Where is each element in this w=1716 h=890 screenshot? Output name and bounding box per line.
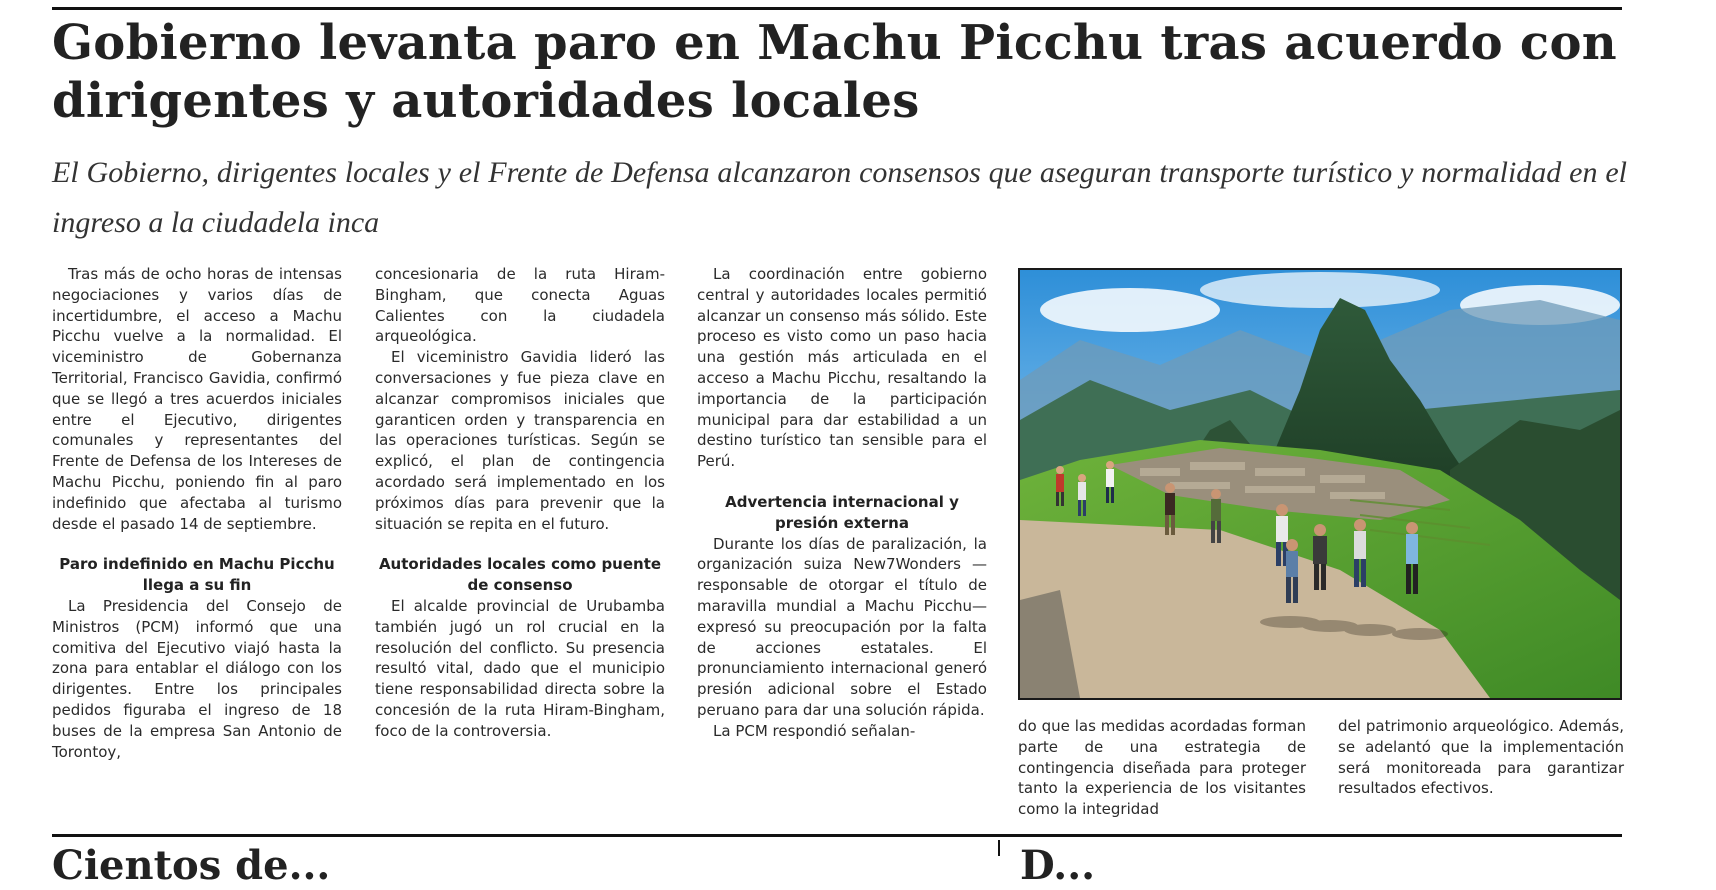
column-5 xyxy=(1338,716,1624,799)
paragraph: del patrimonio arqueológico. Además, se adelantó que la implementación será monitoreada para garantizar resultados efectivos. xyxy=(1338,717,1624,798)
column-3 xyxy=(697,264,987,742)
paragraph: El viceministro Gavidia lideró las conversaciones y fue pieza clave en alcanzar compromisos iniciales que garanticen orden y transparencia en las operaciones turísticas. Según se explicó, el plan de contingencia acordado será implementado en los próximos días para prevenir que la situación se repita en el futuro. xyxy=(375,348,665,533)
next-article-headline-left: Cientos de... xyxy=(52,842,331,889)
paragraph: La PCM respondió señalan- xyxy=(713,721,916,740)
top-rule xyxy=(52,7,1622,10)
headline-text: Gobierno levanta paro en Machu Picchu tras acuerdo con dirigentes y autoridades locales xyxy=(52,15,1617,129)
paragraph: La Presidencia del Consejo de Ministros (PCM) informó que una comitiva del Ejecutivo viajó hasta la zona para entablar el diálogo con los dirigentes. Entre los principales pedidos figuraba el ingreso de 18 buses de la empresa San Antonio de Torontoy, xyxy=(52,596,342,761)
machu-picchu-photo xyxy=(1018,268,1622,700)
machu-picchu-illustration xyxy=(1020,270,1620,698)
article-subhead: El Gobierno, dirigentes locales y el Frente de Defensa alcanzaron consensos que aseguran transporte turístico y normalidad en el ingreso a la ciudadela inca xyxy=(52,156,1627,239)
paragraph: do que las medidas acordadas forman parte de una estrategia de contingencia diseñada para proteger tanto la experiencia de los visitantes como la integridad xyxy=(1018,717,1306,819)
section-heading: Autoridades locales como puente de consenso xyxy=(378,555,662,595)
column-separator xyxy=(998,840,1000,856)
paragraph: concesionaria de la ruta Hiram-Bingham, que conecta Aguas Calientes con la ciudadela arqueológica. xyxy=(375,265,665,346)
section-heading: Paro indefinido en Machu Picchu llega a su fin xyxy=(59,555,335,595)
column-4 xyxy=(1018,716,1306,820)
paragraph: Durante los días de paralización, la organización suiza New7Wonders —responsable de otorgar el título de maravilla mundial a Machu Picchu— expresó su preocupación por la falta de acciones estatales. El pronunciamiento internacional generó presión adicional sobre el Estado peruano para dar una solución rápida. xyxy=(697,534,987,719)
column-2 xyxy=(375,264,665,742)
paragraph: El alcalde provincial de Urubamba también jugó un rol crucial en la resolución del conflicto. Su presencia resultó vital, dado que el municipio tiene responsabilidad directa sobre la concesión de la ruta Hiram-Bingham, foco de la controversia. xyxy=(375,596,665,740)
paragraph: La coordinación entre gobierno central y autoridades locales permitió alcanzar un consenso más sólido. Este proceso es visto como un paso hacia una gestión más articulada en el acceso a Machu Picchu, resaltando la importancia de la participación municipal para dar estabilidad a un destino turístico tan sensible para el Perú. xyxy=(697,265,987,471)
section-heading: Advertencia internacional y presión externa xyxy=(725,492,959,532)
column-1 xyxy=(52,264,342,762)
paragraph: Tras más de ocho horas de intensas negociaciones y varios días de incertidumbre, el acceso a Machu Picchu vuelve a la normalidad. El viceministro de Gobernanza Territorial, Francisco Gavidia, confirmó que se llegó a tres acuerdos iniciales entre el Ejecutivo, dirigentes comunales y representantes del Frente de Defensa de los Intereses de Machu Picchu, poniendo fin al paro indefinido que afectaba al turismo desde el pasado 14 de septiembre. xyxy=(52,265,342,533)
article-headline xyxy=(52,14,1632,130)
next-article-headline-right: D... xyxy=(1020,842,1096,889)
bottom-rule xyxy=(52,834,1622,837)
